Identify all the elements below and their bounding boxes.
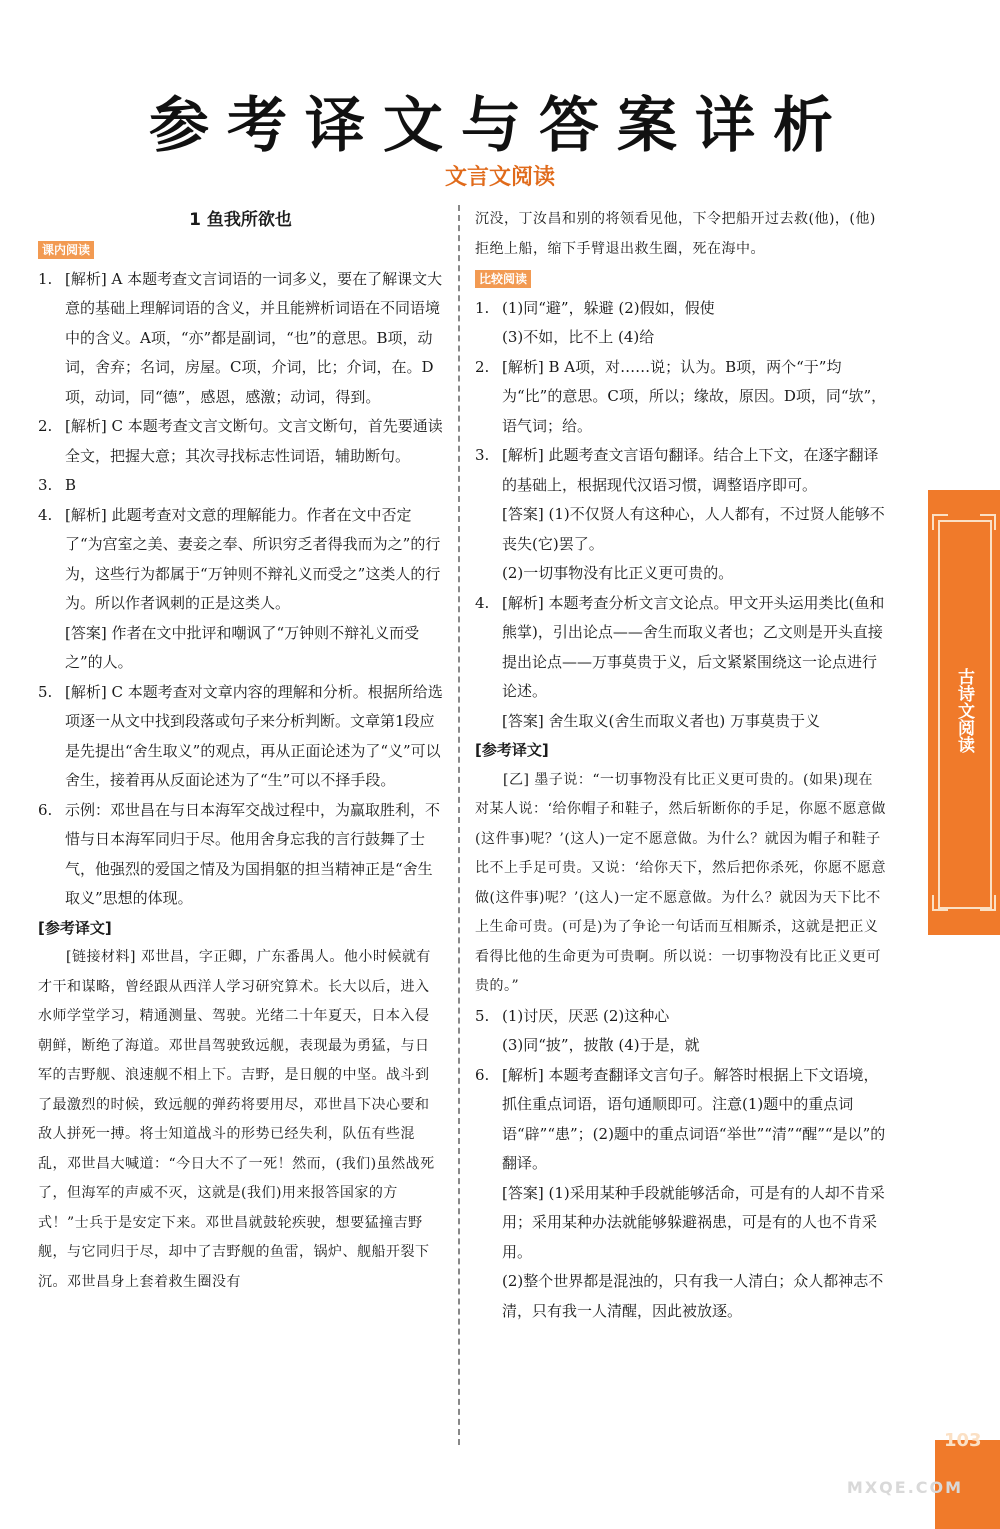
continuation-text: 沉没，丁汝昌和别的将领看见他，下令把船开过去救(他)，(他)拒绝上船，缩下手臂退出救生圈，死在海中。 xyxy=(475,211,876,257)
item-line: [解析] B A项，对……说；认为。B项，两个“于”均为“比”的意思。C项，所以；缘故，原因。D项，同“欤”，语气词；给。 xyxy=(502,357,887,435)
chapter-side-tab xyxy=(928,490,1000,935)
reference-heading: [参考译文] xyxy=(38,918,112,937)
item-number: 4. xyxy=(475,593,490,612)
item-text: 示例：邓世昌在与日本海军交战过程中，为赢取胜利，不惜与日本海军同归于尽。他用舍身忘我的言行鼓舞了士气，他强烈的爱国之情及为国捐躯的担当精神正是“舍生取义”思想的体现。 xyxy=(65,800,441,907)
column-divider xyxy=(458,205,460,1445)
item-number: 2. xyxy=(38,417,53,435)
frame-corner xyxy=(980,514,996,530)
item-line: [解析] 本题考查分析文言文论点。甲文开头运用类比(鱼和熊掌)，引出论点——舍生而取义者也；乙文则是开头直接提出论点——万事莫贵于义，后文紧紧围绕这一论点进行论述。 xyxy=(502,593,885,700)
answer-item xyxy=(38,471,443,501)
frame-corner xyxy=(932,514,948,530)
answer-item xyxy=(38,412,443,471)
item-number: 5. xyxy=(475,1006,490,1025)
answer-item xyxy=(475,294,887,353)
section-tag: 课内阅读 xyxy=(38,241,94,259)
answer-item xyxy=(38,796,443,914)
item-line: (2)整个世界都是混浊的，只有我一人清白；众人都神志不清，只有我一人清醒，因此被放逐。 xyxy=(502,1272,884,1320)
right-column xyxy=(475,205,887,1326)
answer-item xyxy=(38,501,443,619)
item-line: (1)讨厌，厌恶 (2)这种心 xyxy=(502,1006,670,1025)
item-line: [答案] 舍生取义(舍生而取义者也) 万事莫贵于义 xyxy=(502,711,820,730)
item-number: 6. xyxy=(475,1065,490,1084)
page-title: 参考译文与答案详析 xyxy=(149,91,851,161)
item-line: (2)一切事物没有比正义更可贵的。 xyxy=(502,564,734,582)
item-line: (3)同“披”，披散 (4)于是，就 xyxy=(502,1036,700,1054)
item-number: 5. xyxy=(38,682,53,701)
item-text: [解析] C 本题考查文言文断句。文言文断句，首先要通读全文，把握大意；其次寻找标志性词语，辅助断句。 xyxy=(65,417,443,465)
answer-item xyxy=(475,589,887,737)
item-number: 2. xyxy=(475,357,490,376)
item-line: (3)不如，比不上 (4)给 xyxy=(502,328,655,346)
watermark: MXQE.COM xyxy=(846,1478,964,1497)
answer-item xyxy=(475,441,887,589)
item-number: 3. xyxy=(38,476,53,494)
item-text: [解析] 此题考查对文意的理解能力。作者在文中否定了“为宫室之美、妻妾之奉、所识穷乏者得我而为之”的行为，这些行为都属于“万钟则不辩礼义而受之”这类人的行为。所以作者讽刺的正是这类人。 xyxy=(65,505,441,612)
answer-item xyxy=(38,678,443,796)
reference-heading: [参考译文] xyxy=(475,741,549,759)
left-column xyxy=(38,205,443,1297)
answer-item xyxy=(475,353,887,442)
item-number: 1. xyxy=(475,298,490,317)
item-text: [解析] C 本题考查对文章内容的理解和分析。根据所给选项逐一从文中找到段落或句子来分析判断。文章第1段应是先提出“舍生取义”的观点，再从正面论述为了“义”可以舍生，接着再从反面论述为了“生”可以不择手段。 xyxy=(65,682,443,789)
reference-text: [链接材料] 邓世昌，字正卿，广东番禺人。他小时候就有才干和谋略，曾经跟从西洋人学习研究算术。长大以后，进入水师学堂学习，精通测量、驾驶。光绪二十年夏天，日本入侵朝鲜，断绝了海道。邓世昌驾驶致远舰，表现最为勇猛，与日军的吉野舰、浪速舰不相上下。吉野，是日舰的中坚。战斗到了最激烈的时候，致远舰的弹药将要用尽，邓世昌下决心要和敌人拼死一搏。将士知道战斗的形势已经失利，队伍有些混乱，邓世昌大喊道：“今日大不了一死！然而，(我们)虽然战死了，但海军的声威不灭，这就是(我们)用来报答国家的方式！”士兵于是安定下来。邓世昌就鼓轮疾驶，想要猛撞吉野舰，与它同归于尽，却中了吉野舰的鱼雷，锅炉、舰船开裂下沉。邓世昌身上套着救生圈没有 xyxy=(38,949,435,1290)
answer-item xyxy=(475,1061,887,1327)
item-line: [解析] 本题考查翻译文言句子。解答时根据上下文语境，抓住重点词语，语句通顺即可。注意(1)题中的重点词语“辟”“患”；(2)题中的重点词语“举世”“清”“醒”“是以”的翻译。 xyxy=(502,1065,886,1172)
answer-item xyxy=(38,619,443,678)
item-number: 6. xyxy=(38,800,53,819)
frame-corner xyxy=(980,895,996,911)
answer-item xyxy=(38,265,443,413)
item-text: [答案] 作者在文中批评和嘲讽了“万钟则不辩礼义而受之”的人。 xyxy=(65,623,420,671)
item-line: [答案] (1)不仅贤人有这种心，人人都有，不过贤人能够不丧失(它)罢了。 xyxy=(502,505,885,553)
lesson-title: 1 鱼我所欲也 xyxy=(189,210,292,230)
item-number: 3. xyxy=(475,446,490,464)
section-title: 文言文阅读 xyxy=(444,165,555,190)
item-number: 1. xyxy=(38,269,53,288)
item-line: (1)同“避”，躲避 (2)假如，假使 xyxy=(502,298,715,317)
page-number: 103 xyxy=(944,1430,982,1451)
item-line: [解析] 此题考查文言语句翻译。结合上下文，在逐字翻译的基础上，根据现代汉语习惯，调整语序即可。 xyxy=(502,446,879,494)
section-tag: 比较阅读 xyxy=(475,270,531,288)
item-line: [答案] (1)采用某种手段就能够活命，可是有的人却不肯采用；采用某种办法就能够躲避祸患，可是有的人也不肯采用。 xyxy=(502,1183,885,1261)
frame-corner xyxy=(932,895,948,911)
answer-item xyxy=(475,1002,887,1061)
item-text: [解析] A 本题考查文言词语的一词多义，要在了解课文大意的基础上理解词语的含义，并且能辨析词语在不同语境中的含义。A项，“亦”都是副词，“也”的意思。B项，动词，舍弃；名词，房屋。C项，介词，比；介词，在。D项，动词，同“德”，感恩，感激；动词，得到。 xyxy=(65,269,443,406)
side-tab-label: 古诗文阅读 xyxy=(954,668,974,753)
item-number: 4. xyxy=(38,505,53,524)
item-text: B xyxy=(65,476,77,494)
reference-text: [乙] 墨子说：“一切事物没有比正义更可贵的。(如果)现在对某人说：‘给你帽子和鞋子，然后斩断你的手足，你愿不愿意做(这件事)呢？’(这人)一定不愿意做。为什么？就因为帽子和鞋子比不上手足可贵。又说：‘给你天下，然后把你杀死，你愿不愿意做(这件事)呢？’(这人)一定不愿意做。为什么？就因为天下比不上生命可贵。(可是)为了争论一句话而互相厮杀，这就是把正义看得比他的生命更为可贵啊。所以说：一切事物没有比正义更可贵的。” xyxy=(475,771,886,994)
